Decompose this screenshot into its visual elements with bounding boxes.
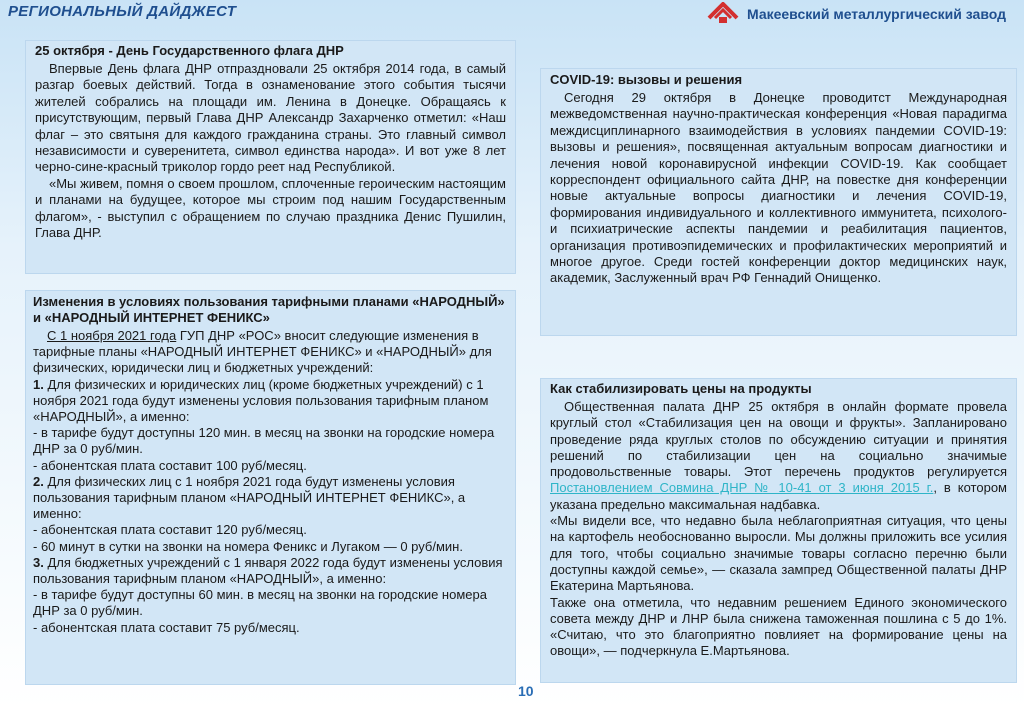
tariff-item-1a: - в тарифе будут доступны 120 мин. в месяц на звонки на городские номера ДНР за 0 руб/мин. [33, 425, 495, 457]
tariff-item-1-text: Для физических и юридических лиц (кроме бюджетных учреждений) с 1 ноября 2021 года будут изменены условия пользования тарифным планом «НАРОДНЫЙ», а именно: [33, 376, 489, 425]
company-logo-block [705, 2, 1006, 26]
decree-link[interactable]: Постановлением Совмина ДНР № 10-41 от 3 июня 2015 г. [550, 480, 934, 496]
article-flag-title: 25 октября - День Государственного флага ДНР [35, 43, 344, 58]
article-covid-paragraph: Сегодня 29 октября в Донецке проводитст Международная межведомственная научно-практическая конференция «Новая парадигма междисциплинарного взаимодействия в условиях пандемии COVID-19: вызовы и решения», посвященная актуальным вопросам диагностики и лечения новой коронавирусной инфекции COVID-19. Как сообщает корреспондент официального сайта ДНР, на повестке дня конференции новые актуальные вопросы диагностики и лечения COVID-19, формирования индивидуального и коллективного иммунитета, психолого- и психиатрические аспекты пандемии и реабилитация пациентов, организация противоэпидемических и профилактических мероприятий и многое другое. Среди гостей конференции доктор медицинских наук, академик, Заслуженный врач РФ Геннадий Онищенко. [550, 90, 1007, 286]
article-flag-day [25, 40, 516, 274]
tariff-item-2b: - 60 минут в сутки на звонки на номера Феникс и Лугаком — 0 руб/мин. [33, 538, 463, 554]
article-prices-paragraph-1 [550, 399, 1007, 513]
article-prices-text-before: Общественная палата ДНР 25 октября в онлайн формате провела круглый стол «Стабилизация цен на овощи и фрукты». Запланировано проведение ряда круглых столов по обсуждению ситуации и принятия решений по стабилизации цен на социально значимые продовольственные товары. Этот перечень продуктов регулируется [550, 399, 1007, 480]
tariff-item-2-text: Для физических лиц с 1 ноября 2021 года будут изменены условия пользования тарифным планом «НАРОДНЫЙ ИНТЕРНЕТ ФЕНИКС», а именно: [33, 473, 466, 522]
tariff-item-2-number: 2. [33, 473, 44, 489]
mmz-logo-icon [705, 2, 741, 26]
article-prices-text-after: , в котором указана предельно максимальная надбавка. [550, 480, 1007, 512]
tariff-item-3b: - абонентская плата составит 75 руб/месяц. [33, 619, 300, 635]
tariff-item-3-number: 3. [33, 554, 44, 570]
company-name: Макеевский металлургический завод [746, 6, 1006, 22]
tariff-item-2 [33, 474, 508, 523]
article-tariff-title: Изменения в условиях пользования тарифными планами «НАРОДНЫЙ» и «НАРОДНЫЙ ИНТЕРНЕТ ФЕНИКС» [33, 294, 505, 325]
article-tariff-intro-text: ГУП ДНР «РОС» вносит следующие изменения в тарифные планы «НАРОДНЫЙ ИНТЕРНЕТ ФЕНИКС» и «НАРОДНЫЙ» для физических, юридически лиц и бюджетных учреждений: [33, 328, 492, 376]
section-title: РЕГИОНАЛЬНЫЙ ДАЙДЖЕСТ [8, 3, 237, 20]
tariff-item-2a: - абонентская плата составит 120 руб/месяц. [33, 522, 307, 538]
tariff-item-1-number: 1. [33, 376, 44, 392]
tariff-item-1 [33, 377, 508, 426]
article-covid-title: COVID-19: вызовы и решения [550, 72, 743, 87]
article-tariff-intro [33, 328, 508, 377]
article-tariff-date: С 1 ноября 2021 года [47, 328, 177, 343]
article-prices [540, 378, 1017, 683]
tariff-item-3-text: Для бюджетных учреждений с 1 января 2022 года будут изменены условия пользования тарифным планом «НАРОДНЫЙ», а именно: [33, 554, 503, 587]
tariff-item-3 [33, 555, 508, 587]
article-flag-paragraph: Впервые День флага ДНР отпраздновали 25 октября 2014 года, в самый разгар боевых действий. Тогда в ознаменование этого события тысячи жителей собрались на площади им. Ленина в Донецке. Обращаясь к присутствующим, первый Глава ДНР Александр Захарченко отметил: «Наш флаг – это святыня для каждого гражданина страны. Это главный символ независимости и суверенитета, символ единства народа». И вот уже 8 лет черно-сине-красный триколор гордо реет над Республикой. [35, 61, 506, 175]
article-covid [540, 68, 1017, 336]
tariff-item-1b: - абонентская плата составит 100 руб/месяц. [33, 457, 307, 473]
tariff-item-3a: - в тарифе будут доступны 60 мин. в месяц на звонки на городские номера ДНР за 0 руб/мин. [33, 587, 487, 619]
page-number: 10 [518, 683, 534, 699]
article-tariff [25, 290, 516, 685]
article-prices-paragraph-3: Также она отметила, что недавним решением Единого экономического совета между ДНР и ЛНР была снижена таможенная пошлина с 5 до 1%. «Считаю, что это благоприятно повлияет на формирование цены на овощи», — подчеркнула Е.Мартьянова. [550, 594, 1007, 659]
article-prices-title: Как стабилизировать цены на продукты [550, 381, 812, 396]
article-flag-quote: «Мы живем, помня о своем прошлом, сплоченные героическим настоящим и планами на будущее, которое мы строим под нашим Государственным флагом», - выступил с обращением по случаю праздника Денис Пушилин, Глава ДНР. [35, 175, 506, 241]
article-prices-quote: «Мы видели все, что недавно была неблагоприятная ситуация, что цены на картофель необоснованно выросли. Мы должны приложить все усилия для того, чтобы социально значимые товары согласно перечню были доступны каждой семье», — сказала зампред Общественной палаты ДНР Екатерина Мартьянова. [550, 513, 1007, 594]
